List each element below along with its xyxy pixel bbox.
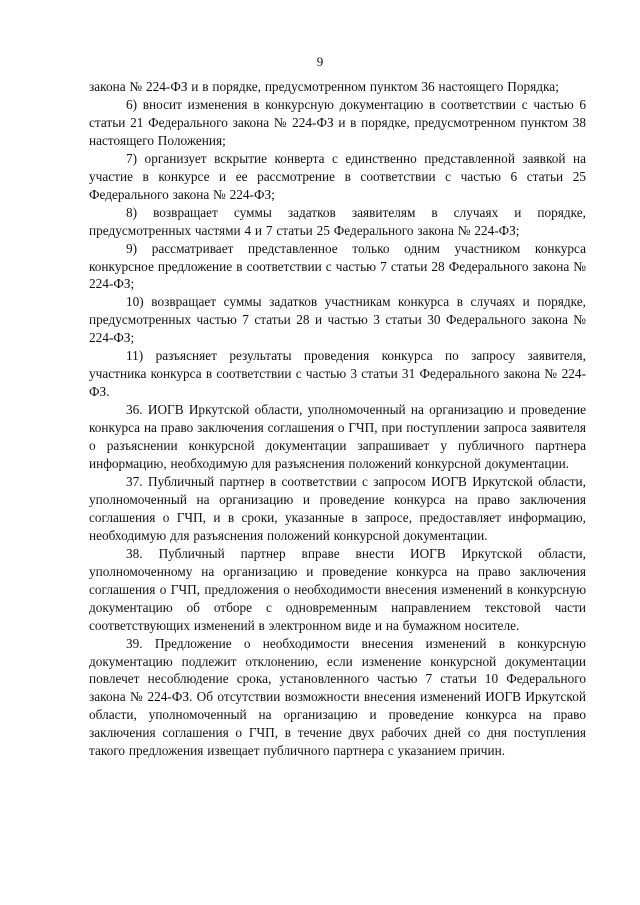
paragraph-item-10: 10) возвращает суммы задатков участникам конкурса в случаях и порядке, предусмотренных частью 7 статьи 28 и частью 3 статьи 30 Федерального закона № 224-ФЗ; (89, 294, 586, 346)
paragraph-item-8: 8) возвращает суммы задатков заявителям в случаях и порядке, предусмотренных частями 4 и 7 статьи 25 Федерального закона № 224-ФЗ; (89, 204, 586, 238)
paragraph-38: 38. Публичный партнер вправе внести ИОГВ Иркутской области, уполномоченному на организацию и проведение конкурса на право заключения соглашения о ГЧП, предложения о необходимости внесения изменений в конкурсную документацию об отборе с одновременным направлением текстовой части соответствующих изменений в электронном виде и на бумажном носителе. (89, 545, 586, 633)
paragraph-continuation: закона № 224-ФЗ и в порядке, предусмотренном пунктом 36 настоящего Порядка; (89, 79, 559, 94)
paragraph-item-6: 6) вносит изменения в конкурсную документацию в соответствии с частью 6 статьи 21 Федерального закона № 224-ФЗ и в порядке, предусмотренном пунктом 38 настоящего Положения; (89, 96, 586, 148)
paragraph-36: 36. ИОГВ Иркутской области, уполномоченный на организацию и проведение конкурса на право заключения соглашения о ГЧП, при поступлении запроса заявителя о разъяснении конкурсной документации запрашивает у публичного партнера информацию, необходимую для разъяснения положений конкурсной документации. (89, 402, 586, 472)
paragraph-37: 37. Публичный партнер в соответствии с запросом ИОГВ Иркутской области, уполномоченный на организацию и проведение конкурса на право заключения соглашения о ГЧП, и в сроки, указанные в запросе, предоставляет информацию, необходимую для разъяснения положений конкурсной документации. (89, 473, 586, 543)
paragraph-item-9: 9) рассматривает представленное только одним участником конкурса конкурсное предложение в соответствии с частью 7 статьи 28 Федерального закона № 224-ФЗ; (89, 240, 586, 292)
paragraph-item-7: 7) организует вскрытие конверта с единственно представленной заявкой на участие в конкурсе и ее рассмотрение в соответствии с частью 6 статьи 25 Федерального закона № 224-ФЗ; (89, 150, 586, 202)
page-number: 9 (316, 54, 324, 69)
paragraph-item-11: 11) разъясняет результаты проведения конкурса по запросу заявителя, участника конкурса в соответствии с частью 3 статьи 31 Федерального закона № 224-ФЗ. (89, 348, 586, 400)
page-body (89, 78, 586, 760)
paragraph-39: 39. Предложение о необходимости внесения изменений в конкурсную документацию подлежит отклонению, если изменение конкурсной документации повлечет несоблюдение срока, установленного частью 7 статьи 10 Федерального закона № 224-ФЗ. Об отсутствии возможности внесения изменений ИОГВ Иркутской области, уполномоченный на организацию и проведение конкурса на право заключения соглашения о ГЧП, в течение двух рабочих дней со дня поступления такого предложения извещает публичного партнера с указанием причин. (89, 635, 586, 759)
